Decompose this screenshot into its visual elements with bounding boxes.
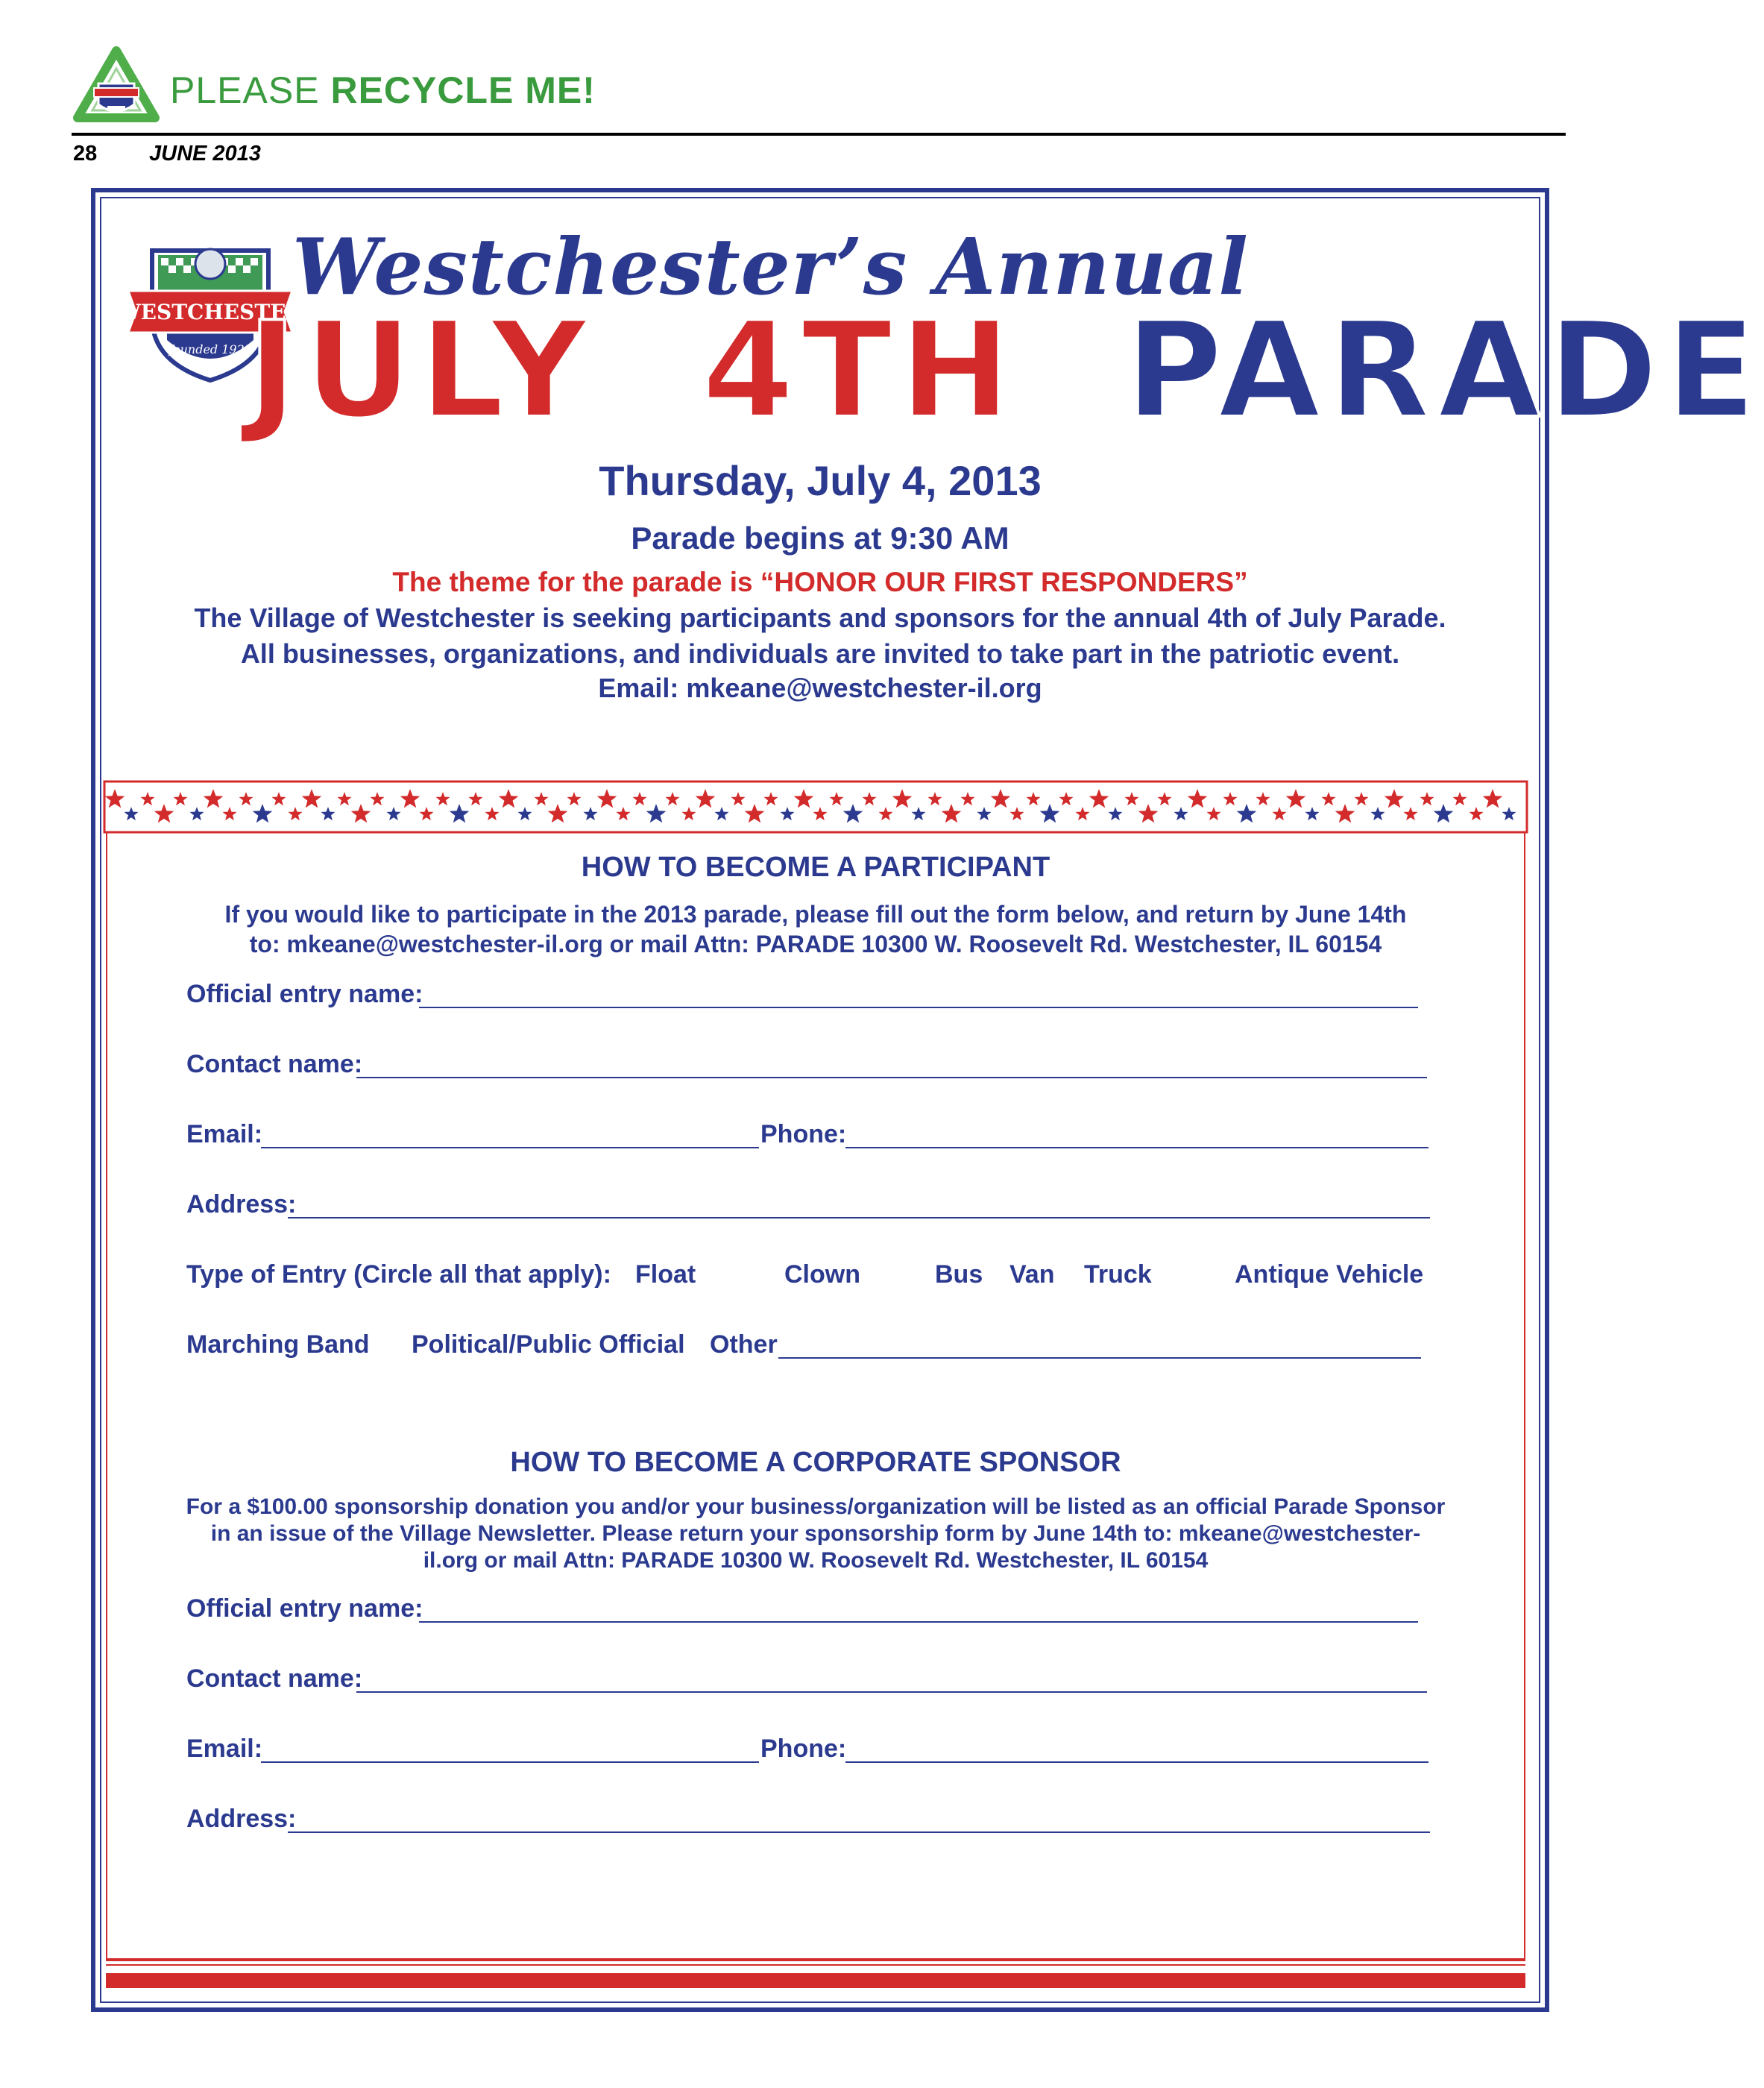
sponsor-instructions-2: in an issue of the Village Newsletter. Please return your sponsorship form by June 14th to: mkeane@westchester- — [210, 1521, 1421, 1546]
sponsor-phone-label: Phone: — [760, 1735, 847, 1763]
entry-type-other-field[interactable] — [778, 1357, 1421, 1359]
sponsor-address-label: Address: — [186, 1805, 297, 1833]
seal-founded: founded 1925 — [168, 342, 252, 356]
recycle-logo-icon — [72, 46, 161, 136]
title-word-4th: 4TH — [702, 293, 1018, 447]
parade-time: Parade begins at 9:30 AM — [631, 521, 1009, 556]
script-title: Westchester’s Annual — [292, 221, 1249, 312]
sponsor-address-field[interactable] — [288, 1831, 1430, 1833]
participant-email-label: Email: — [186, 1120, 263, 1148]
sponsor-instructions-1: For a $100.00 sponsorship donation you and/or your business/organization will be listed as an official Parade Sponsor — [186, 1494, 1446, 1519]
participant-entry-name-field[interactable] — [419, 1007, 1418, 1008]
stars-banner — [104, 782, 1527, 832]
recycle-plain-text: PLEASE — [170, 69, 320, 111]
participant-phone-label: Phone: — [760, 1120, 847, 1148]
issue-date: JUNE 2013 — [149, 142, 261, 166]
participant-email-field[interactable] — [261, 1147, 759, 1148]
bottom-thin-rule — [106, 1960, 1525, 1966]
intro-email: Email: mkeane@westchester-il.org — [598, 673, 1042, 703]
intro-line-2: All businesses, organizations, and individuals are invited to take part in the patriotic event. — [240, 638, 1400, 669]
participant-heading: HOW TO BECOME A PARTICIPANT — [581, 852, 1050, 883]
participant-address-label: Address: — [186, 1190, 297, 1218]
participant-contact-name-field[interactable] — [356, 1077, 1427, 1078]
entry-type-bus[interactable]: Bus — [935, 1260, 983, 1289]
event-date: Thursday, July 4, 2013 — [599, 457, 1042, 504]
entry-type-van[interactable]: Van — [1009, 1260, 1055, 1289]
entry-type-political-official[interactable]: Political/Public Official — [412, 1330, 685, 1359]
title-word-july: JULY — [248, 293, 595, 447]
sponsor-contact-name-field[interactable] — [356, 1691, 1427, 1693]
entry-type-marching-band[interactable]: Marching Band — [186, 1330, 370, 1359]
participant-entry-name-label: Official entry name: — [186, 980, 423, 1008]
sponsor-heading: HOW TO BECOME A CORPORATE SPONSOR — [510, 1447, 1121, 1478]
sponsor-contact-name-label: Contact name: — [186, 1664, 363, 1693]
entry-type-antique-vehicle[interactable]: Antique Vehicle — [1235, 1260, 1424, 1289]
entry-type-truck[interactable]: Truck — [1084, 1260, 1152, 1289]
entry-type-other[interactable]: Other — [710, 1330, 778, 1359]
participant-instructions-1: If you would like to participate in the 2013 parade, please fill out the form below, and return by June 14th — [224, 901, 1407, 928]
parade-title — [248, 293, 1764, 447]
title-word-parade: PARADE — [1125, 293, 1764, 447]
participant-contact-name-label: Contact name: — [186, 1050, 363, 1078]
parade-theme: The theme for the parade is “HONOR OUR FIRST RESPONDERS” — [392, 567, 1248, 597]
sponsor-phone-field[interactable] — [845, 1761, 1428, 1763]
intro-line-1: The Village of Westchester is seeking participants and sponsors for the annual 4th of July Parade. — [194, 603, 1446, 633]
page-number: 28 — [73, 142, 98, 166]
sponsor-instructions-3: il.org or mail Attn: PARADE 10300 W. Roosevelt Rd. Westchester, IL 60154 — [423, 1548, 1209, 1573]
entry-type-float[interactable]: Float — [635, 1260, 696, 1289]
sponsor-entry-name-label: Official entry name: — [186, 1594, 423, 1623]
bottom-red-stripe — [106, 1973, 1525, 1988]
sponsor-entry-name-field[interactable] — [419, 1621, 1418, 1623]
seal-name: WESTCHESTER — [117, 300, 303, 324]
entry-type-clown[interactable]: Clown — [784, 1260, 860, 1289]
recycle-banner — [170, 69, 596, 112]
participant-address-field[interactable] — [288, 1217, 1430, 1218]
header-divider — [72, 133, 1566, 136]
sponsor-email-field[interactable] — [261, 1761, 759, 1763]
sponsor-email-label: Email: — [186, 1735, 263, 1763]
participant-phone-field[interactable] — [845, 1147, 1428, 1148]
recycle-bold-text: RECYCLE ME! — [330, 69, 596, 111]
entry-type-label: Type of Entry (Circle all that apply): — [186, 1260, 611, 1289]
participant-instructions-2: to: mkeane@westchester-il.org or mail Attn: PARADE 10300 W. Roosevelt Rd. Westchester, IL 60154 — [249, 931, 1382, 957]
